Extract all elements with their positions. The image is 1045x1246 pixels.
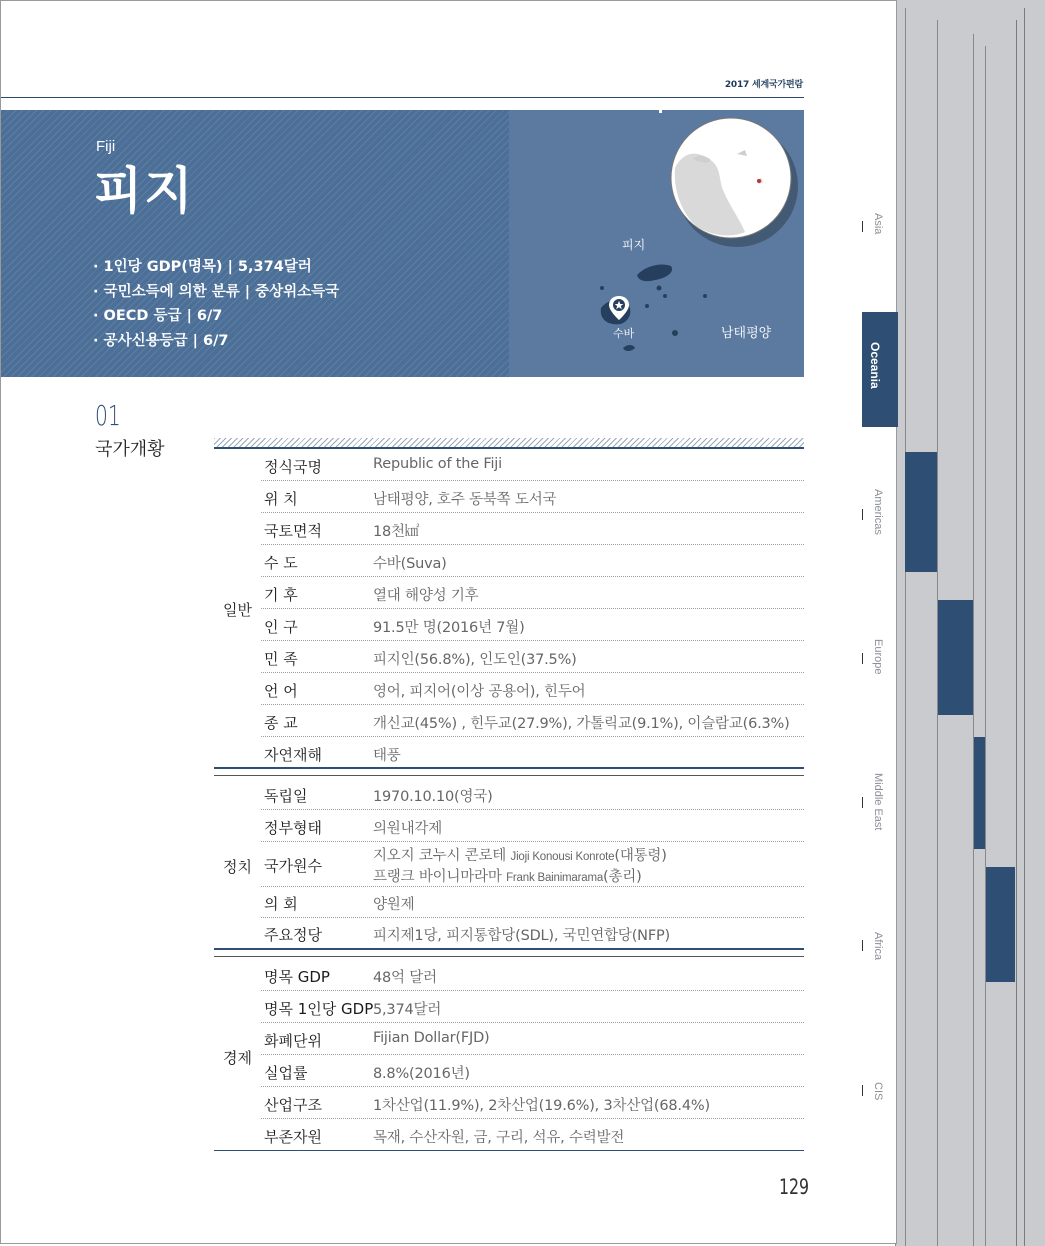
group-divider bbox=[214, 767, 804, 769]
page-leaf bbox=[985, 46, 1017, 1246]
row-key: 기 후 bbox=[264, 586, 298, 604]
row-key: 종 교 bbox=[264, 714, 298, 732]
side-tab-middle-east[interactable] bbox=[862, 771, 898, 841]
side-tab-africa[interactable] bbox=[862, 930, 898, 970]
table-row bbox=[261, 545, 804, 577]
side-tab-americas[interactable] bbox=[862, 487, 898, 547]
table-bottom-rule bbox=[214, 1150, 804, 1151]
head-of-state-name-en: Jioji Konousi Konrote bbox=[510, 851, 615, 863]
row-key: 정식국명 bbox=[264, 458, 322, 476]
group-divider bbox=[214, 775, 804, 776]
row-value: 피지제1당, 피지통합당(SDL), 국민연합당(NFP) bbox=[373, 928, 670, 944]
head-of-government-name-ko: 프랭크 바이니마라마 bbox=[373, 869, 502, 885]
row-value: 영어, 피지어(이상 공용어), 힌두어 bbox=[373, 684, 586, 700]
page-number: 129 bbox=[779, 1175, 810, 1199]
table-group-economy bbox=[214, 959, 804, 1150]
row-value: 열대 해양성 기후 bbox=[373, 588, 479, 604]
map-capital-label: 수바 bbox=[613, 327, 635, 340]
row-value: 수바(Suva) bbox=[373, 556, 447, 572]
section-title: 국가개황 bbox=[95, 439, 165, 460]
stack-tab bbox=[905, 452, 937, 572]
table-row bbox=[261, 918, 804, 947]
country-key-stats bbox=[93, 255, 339, 353]
tab-tick bbox=[862, 221, 863, 232]
row-value: 1차산업(11.9%), 2차산업(19.6%), 3차산업(68.4%) bbox=[373, 1098, 710, 1114]
group-label: 경제 bbox=[223, 1049, 252, 1067]
table-row bbox=[261, 577, 804, 609]
row-value: 91.5만 명(2016년 7월) bbox=[373, 620, 525, 636]
tab-tick bbox=[862, 1085, 863, 1096]
tab-tick bbox=[862, 797, 863, 808]
group-label: 일반 bbox=[223, 601, 252, 619]
row-value: 개신교(45%) , 힌두교(27.9%), 가톨릭교(9.1%), 이슬람교(6.3%) bbox=[373, 716, 790, 732]
row-key: 부존자원 bbox=[264, 1128, 322, 1146]
row-value: 48억 달러 bbox=[373, 970, 437, 986]
side-tab-cis[interactable] bbox=[862, 1081, 898, 1111]
row-value: 의원내각제 bbox=[373, 821, 443, 837]
row-key: 독립일 bbox=[264, 787, 308, 805]
side-tab-oceania[interactable] bbox=[862, 312, 898, 427]
table-row bbox=[261, 842, 804, 887]
map-country-label: 피지 bbox=[622, 238, 646, 252]
side-tab-label: Americas bbox=[872, 489, 884, 535]
table-row bbox=[261, 887, 804, 918]
row-value: 1970.10.10(영국) bbox=[373, 789, 493, 805]
table-row bbox=[261, 1055, 804, 1087]
row-value-line bbox=[373, 865, 642, 886]
row-value: 18천㎢ bbox=[373, 524, 420, 540]
side-tab-label: Africa bbox=[872, 932, 884, 961]
head-of-government-role: (총리) bbox=[603, 869, 642, 885]
page-stack bbox=[895, 0, 1045, 1246]
group-label: 정치 bbox=[223, 858, 252, 876]
tab-tick bbox=[862, 509, 863, 520]
table-header-hatch bbox=[214, 438, 804, 449]
table-row bbox=[261, 810, 804, 842]
book-title: 2017 세계국가편람 bbox=[724, 80, 803, 90]
row-value: 8.8%(2016년) bbox=[373, 1066, 470, 1082]
stat-line: · 1인당 GDP(명목) | 5,374달러 bbox=[93, 259, 312, 275]
header-rule bbox=[1, 97, 804, 98]
row-value: 태풍 bbox=[373, 748, 401, 764]
row-key: 주요정당 bbox=[264, 926, 322, 944]
table-row bbox=[261, 959, 804, 991]
table-row bbox=[261, 513, 804, 545]
table-row bbox=[261, 673, 804, 705]
side-tab-asia[interactable] bbox=[862, 209, 898, 249]
row-key: 국가원수 bbox=[264, 857, 322, 875]
table-row bbox=[261, 991, 804, 1023]
section-number: 01 bbox=[95, 399, 121, 432]
tab-tick bbox=[862, 940, 863, 951]
country-name-en: Fiji bbox=[96, 138, 116, 155]
row-key: 자연재해 bbox=[264, 746, 322, 764]
country-map bbox=[509, 110, 804, 377]
row-key: 명목 1인당 GDP bbox=[264, 1000, 374, 1018]
row-value: 목재, 수산자원, 금, 구리, 석유, 수력발전 bbox=[373, 1130, 625, 1146]
head-of-state-name-ko: 지오지 코누시 콘로테 bbox=[373, 848, 507, 864]
table-row bbox=[261, 1119, 804, 1150]
row-key: 명목 GDP bbox=[264, 968, 330, 986]
table-row bbox=[261, 1023, 804, 1055]
row-key: 수 도 bbox=[264, 554, 298, 572]
table-row bbox=[261, 449, 804, 481]
row-key: 화폐단위 bbox=[264, 1032, 322, 1050]
side-tab-label: Oceania bbox=[868, 342, 882, 389]
side-tab-europe[interactable] bbox=[862, 637, 898, 687]
stat-line: · 국민소득에 의한 분류 | 중상위소득국 bbox=[93, 283, 340, 300]
table-group-general bbox=[214, 449, 804, 767]
stack-tab bbox=[974, 737, 985, 849]
row-value-line bbox=[373, 844, 667, 865]
row-value: 5,374달러 bbox=[373, 1002, 442, 1018]
table-row bbox=[261, 1087, 804, 1119]
head-of-state-role: (대통령) bbox=[614, 848, 667, 864]
table-group-politics bbox=[214, 778, 804, 947]
table-row bbox=[261, 705, 804, 737]
row-key: 정부형태 bbox=[264, 819, 322, 837]
row-value: Republic of the Fiji bbox=[373, 456, 502, 472]
stat-line: · OECD 등급 | 6/7 bbox=[93, 308, 223, 324]
row-key: 민 족 bbox=[264, 650, 298, 668]
table-row bbox=[261, 641, 804, 673]
row-value: 남태평양, 호주 동북쪽 도서국 bbox=[373, 492, 557, 508]
row-key: 위 치 bbox=[264, 490, 298, 508]
tab-tick bbox=[862, 653, 863, 664]
stat-line: · 공사신용등급 | 6/7 bbox=[93, 332, 229, 349]
row-key: 실업률 bbox=[264, 1064, 308, 1082]
group-divider bbox=[214, 948, 804, 950]
table-row bbox=[261, 609, 804, 641]
row-value: Fijian Dollar(FJD) bbox=[373, 1030, 490, 1046]
row-value: 양원제 bbox=[373, 897, 415, 913]
country-name-ko: 피지 bbox=[94, 162, 195, 220]
table-row bbox=[261, 737, 804, 767]
table-row bbox=[261, 778, 804, 810]
group-divider bbox=[214, 956, 804, 957]
stack-tab bbox=[986, 867, 1015, 982]
side-tab-label: Europe bbox=[872, 639, 884, 675]
row-key: 언 어 bbox=[264, 682, 298, 700]
side-tab-label: Asia bbox=[872, 213, 884, 235]
row-key: 산업구조 bbox=[264, 1096, 322, 1114]
head-of-government-name-en: Frank Bainimarama bbox=[506, 872, 604, 884]
row-key: 국토면적 bbox=[264, 522, 322, 540]
row-key: 인 구 bbox=[264, 618, 298, 636]
row-key: 의 회 bbox=[264, 895, 298, 913]
stack-tab bbox=[938, 600, 973, 715]
side-tab-label: CIS bbox=[872, 1082, 884, 1101]
side-tab-label: Middle East bbox=[872, 773, 884, 831]
map-ocean-label: 남태평양 bbox=[721, 326, 772, 341]
row-value: 피지인(56.8%), 인도인(37.5%) bbox=[373, 652, 577, 668]
table-row bbox=[261, 481, 804, 513]
